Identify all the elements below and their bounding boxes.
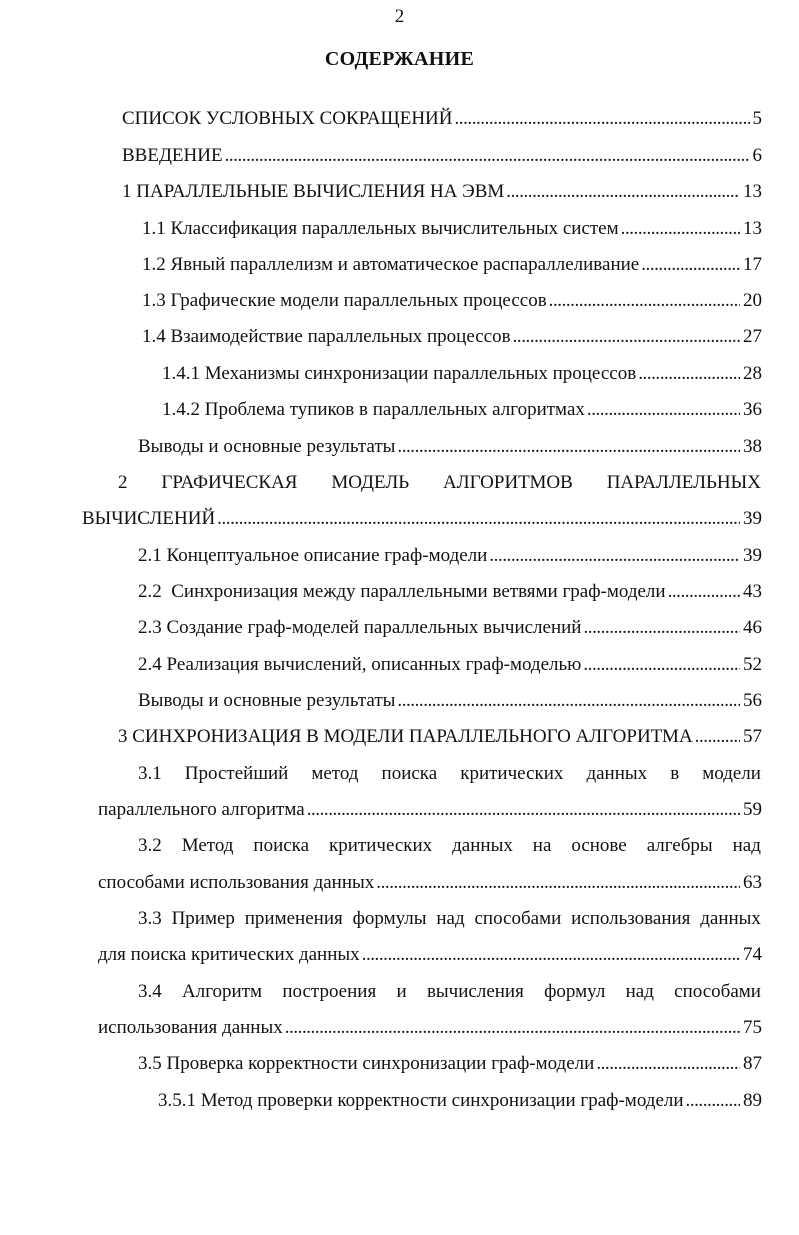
- toc-entry-label: 1 ПАРАЛЛЕЛЬНЫЕ ВЫЧИСЛЕНИЯ НА ЭВМ: [122, 181, 505, 202]
- word: формулы: [352, 908, 427, 929]
- toc-entry-page: 20: [743, 290, 762, 311]
- dot-leader: [362, 942, 740, 968]
- toc-entry: [122, 106, 762, 132]
- toc-entry-label: 2.2 Синхронизация между параллельными ветвями граф-модели: [138, 581, 666, 602]
- toc-entry-page: 63: [743, 872, 762, 893]
- toc-entry-page: 46: [743, 617, 762, 638]
- toc-entry-label: 1.2 Явный параллелизм и автоматическое распараллеливание: [142, 254, 640, 275]
- toc-heading: СОДЕРЖАНИЕ: [324, 48, 475, 70]
- dot-leader: [621, 216, 740, 242]
- toc-entry: [142, 216, 762, 242]
- toc-entry: [142, 252, 762, 278]
- toc-entry-label: 3 СИНХРОНИЗАЦИЯ В МОДЕЛИ ПАРАЛЛЕЛЬНОГО АЛГОРИТМА: [118, 726, 693, 747]
- word: данных: [700, 908, 761, 929]
- word: АЛГОРИТМОВ: [443, 472, 573, 493]
- word: МОДЕЛЬ: [331, 472, 410, 493]
- toc-entry-page: 39: [743, 545, 762, 566]
- dot-leader: [217, 506, 740, 532]
- dot-leader: [506, 179, 740, 205]
- word: 3.4: [138, 981, 162, 1002]
- word: и: [396, 981, 407, 1002]
- toc-entry-page: 56: [743, 690, 762, 711]
- word: поиска: [381, 763, 438, 784]
- toc-entry-line1: [138, 979, 761, 1005]
- toc-entry-label: 2.1 Концептуальное описание граф-модели: [138, 545, 488, 566]
- toc-entry: [138, 579, 762, 605]
- toc-entry-label: использования данных: [98, 1017, 283, 1038]
- dot-leader: [638, 361, 740, 387]
- toc-entry: [138, 652, 762, 678]
- toc-entry-label: ВЫЧИСЛЕНИЙ: [82, 508, 216, 529]
- dot-leader: [397, 434, 740, 460]
- toc-entry-label: 1.4.1 Механизмы синхронизации параллельных процессов: [162, 363, 637, 384]
- toc-entry: [118, 724, 762, 750]
- toc-entry-label: для поиска критических данных: [98, 944, 360, 965]
- toc-entry-page: 36: [743, 399, 762, 420]
- toc-entry-page: 57: [743, 726, 762, 747]
- toc-entry-label: 3.5 Проверка корректности синхронизации граф-модели: [138, 1053, 595, 1074]
- word: Пример: [171, 908, 235, 929]
- toc-entry-label: параллельного алгоритма: [98, 799, 305, 820]
- toc-entry: [98, 797, 762, 823]
- toc-entry-page: 39: [743, 508, 762, 529]
- toc-entry-line1: [118, 470, 761, 496]
- word: модели: [702, 763, 761, 784]
- toc-entry: [98, 942, 762, 968]
- dot-leader: [513, 324, 740, 350]
- toc-entry-page: 52: [743, 654, 762, 675]
- toc-entry: [162, 361, 762, 387]
- toc-entry-label: 2.4 Реализация вычислений, описанных граф-моделью: [138, 654, 582, 675]
- toc-entry-label: СПИСОК УСЛОВНЫХ СОКРАЩЕНИЙ: [122, 108, 453, 129]
- word: над: [436, 908, 465, 929]
- toc-entry: [142, 324, 762, 350]
- word: 3.2: [138, 835, 162, 856]
- toc-entry-page: 43: [743, 581, 762, 602]
- dot-leader: [596, 1051, 740, 1077]
- toc-entry: [138, 543, 762, 569]
- toc-entry-page: 6: [752, 145, 762, 166]
- dot-leader: [397, 688, 740, 714]
- toc-entry: [138, 1051, 762, 1077]
- toc-entry-line1: [138, 833, 761, 859]
- toc-entry: [142, 288, 762, 314]
- word: критических: [329, 835, 433, 856]
- toc-entry-line1: [138, 906, 761, 932]
- word: Метод: [181, 835, 234, 856]
- toc-entry: [98, 870, 762, 896]
- word: Алгоритм: [182, 981, 263, 1002]
- toc-entry-line1: [138, 761, 761, 787]
- toc-entry-page: 13: [743, 218, 762, 239]
- word: вычисления: [426, 981, 524, 1002]
- word: построения: [282, 981, 377, 1002]
- toc-entry: [122, 143, 762, 169]
- word: данных: [452, 835, 513, 856]
- toc-entry-label: 1.1 Классификация параллельных вычислительных систем: [142, 218, 619, 239]
- word: Простейший: [184, 763, 289, 784]
- toc-entry-page: 27: [743, 326, 762, 347]
- dot-leader: [285, 1015, 740, 1041]
- word: поиска: [253, 835, 310, 856]
- toc-entry-page: 87: [743, 1053, 762, 1074]
- toc-entry: [158, 1088, 762, 1114]
- toc-entry-page: 38: [743, 436, 762, 457]
- toc-entry-page: 28: [743, 363, 762, 384]
- toc-entry-label: способами использования данных: [98, 872, 375, 893]
- dot-leader: [583, 615, 740, 641]
- toc-entry-page: 75: [743, 1017, 762, 1038]
- toc-entry: [138, 615, 762, 641]
- toc-entry-page: 89: [743, 1090, 762, 1111]
- toc-entry: [122, 179, 762, 205]
- word: ГРАФИЧЕСКАЯ: [161, 472, 298, 493]
- dot-leader: [583, 652, 740, 678]
- dot-leader: [307, 797, 740, 823]
- word: данных: [586, 763, 648, 784]
- dot-leader: [668, 579, 740, 605]
- word: 2: [118, 472, 128, 493]
- dot-leader: [225, 143, 750, 169]
- word: алгебры: [646, 835, 713, 856]
- word: использования: [571, 908, 691, 929]
- toc-entry: [98, 1015, 762, 1041]
- word: способами: [674, 981, 761, 1002]
- toc-entry-label: Выводы и основные результаты: [138, 436, 396, 457]
- word: метод: [311, 763, 359, 784]
- word: ПАРАЛЛЕЛЬНЫХ: [606, 472, 761, 493]
- word: над: [732, 835, 761, 856]
- toc-entry: [138, 688, 762, 714]
- dot-leader: [587, 397, 740, 423]
- toc-entry-page: 17: [743, 254, 762, 275]
- dot-leader: [641, 252, 740, 278]
- word: критических: [460, 763, 564, 784]
- toc-entry-page: 13: [743, 181, 762, 202]
- toc-entry-label: 2.3 Создание граф-моделей параллельных вычислений: [138, 617, 582, 638]
- word: на: [532, 835, 552, 856]
- dot-leader: [455, 106, 750, 132]
- word: способами: [474, 908, 562, 929]
- dot-leader: [686, 1088, 740, 1114]
- toc-entry-page: 74: [743, 944, 762, 965]
- word: применения: [244, 908, 343, 929]
- word: основе: [571, 835, 627, 856]
- toc-entry-label: 1.4.2 Проблема тупиков в параллельных алгоритмах: [162, 399, 585, 420]
- toc-entry: [162, 397, 762, 423]
- toc-entry-page: 5: [752, 108, 762, 129]
- word: в: [670, 763, 680, 784]
- dot-leader: [376, 870, 740, 896]
- dot-leader: [549, 288, 740, 314]
- dot-leader: [489, 543, 740, 569]
- word: формул: [544, 981, 606, 1002]
- toc-entry: [82, 506, 762, 532]
- page-number: 2: [394, 6, 405, 27]
- toc-entry-label: ВВЕДЕНИЕ: [122, 145, 223, 166]
- toc-entry-label: 3.5.1 Метод проверки корректности синхронизации граф-модели: [158, 1090, 684, 1111]
- toc-entry-label: 1.4 Взаимодействие параллельных процессов: [142, 326, 511, 347]
- toc-entry-page: 59: [743, 799, 762, 820]
- toc-entry-label: Выводы и основные результаты: [138, 690, 396, 711]
- toc-entry: [138, 434, 762, 460]
- word: 3.3: [138, 908, 162, 929]
- word: 3.1: [138, 763, 162, 784]
- toc-entry-label: 1.3 Графические модели параллельных процессов: [142, 290, 547, 311]
- dot-leader: [695, 724, 740, 750]
- word: над: [625, 981, 654, 1002]
